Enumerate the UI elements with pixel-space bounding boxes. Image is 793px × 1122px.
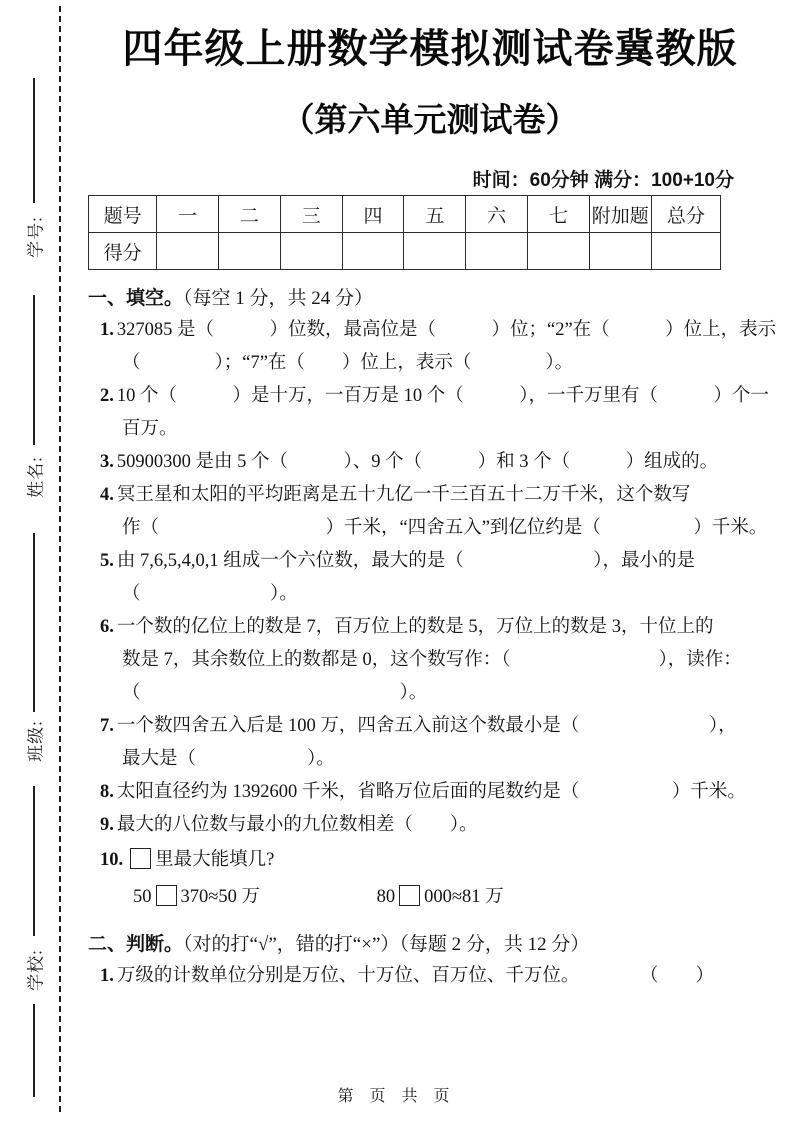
score-cell-empty (466, 233, 528, 270)
expression-text: 50 (133, 887, 152, 907)
score-table-header-cell: 总分 (651, 196, 720, 233)
class-blank-line (33, 533, 35, 712)
blank-box-icon (130, 848, 151, 869)
page-title: 四年级上册数学模拟测试卷冀教版 (122, 27, 738, 71)
question-text: 一个数四舍五入后是 100 万，四舍五入前这个数最小是（ ）， (116, 716, 737, 736)
section-2-title: 二、判断。 (88, 934, 184, 955)
blank-box-icon (399, 885, 420, 906)
question-text: （ ）。 (122, 584, 298, 604)
question-number: 8. (100, 782, 114, 802)
question-text: 327085 是（ ）位数，最高位是（ ）位；“2”在（ ）位上，表示 (116, 320, 777, 340)
question-text: 一个数的亿位上的数是 7，百万位上的数是 5，万位上的数是 3，十位上的 (116, 617, 714, 637)
question-text: 冥王星和太阳的平均距离是五十九亿一千三百五十二万千米，这个数写 (116, 485, 691, 505)
student-id-label (22, 209, 46, 265)
question-number: 10. (100, 850, 124, 870)
section-1-header (88, 284, 772, 314)
question-5 (88, 545, 772, 611)
score-cell-empty (157, 233, 219, 270)
section-1-note: （每空 1 分，共 24 分） (183, 288, 374, 309)
score-cell-empty (528, 233, 590, 270)
school-label (22, 942, 46, 998)
expression-text: 000≈81 万 (424, 887, 504, 907)
name-label (22, 449, 46, 505)
score-table-header-row (89, 196, 721, 233)
score-table-header-cell: 四 (342, 196, 404, 233)
score-table-header-cell: 一 (157, 196, 219, 233)
page-subtitle: （第六单元测试卷） (281, 101, 579, 138)
question-2 (88, 380, 772, 446)
question-3 (88, 446, 772, 479)
page-footer: 第 页 共 页 (337, 1088, 456, 1105)
question-8 (88, 776, 772, 809)
question-number: 3. (100, 452, 114, 472)
question-text: （ ）。 (122, 683, 428, 703)
expression-2 (377, 887, 504, 907)
question-1 (88, 314, 777, 380)
score-table-score-row (89, 233, 721, 270)
question-text: 万级的计数单位分别是万位、十万位、百万位、千万位。 (116, 966, 580, 986)
score-table-header-cell: 附加题 (589, 196, 651, 233)
question-10-expressions (88, 878, 772, 916)
name-blank-line (33, 295, 35, 445)
score-cell-empty (219, 233, 281, 270)
question-text: 里最大能填几? (155, 850, 275, 870)
judgment-question-1 (88, 960, 772, 993)
question-6 (88, 611, 772, 710)
score-cell-empty (651, 233, 720, 270)
class-label-text: 班级: (26, 720, 46, 762)
question-text: 太阳直径约为 1392600 千米，省略万位后面的尾数约是（ ）千米。 (116, 782, 746, 802)
question-text: 最大是（ ）。 (122, 749, 335, 769)
name-label-text: 姓名: (26, 456, 46, 498)
section-2-header (88, 930, 772, 960)
question-4 (88, 479, 772, 545)
score-table-header-cell: 五 (404, 196, 466, 233)
school-blank-line (33, 786, 35, 936)
question-text: （ ）；“7”在（ ）位上，表示（ ）。 (122, 353, 574, 373)
exam-content (88, 0, 777, 993)
score-row-label: 得分 (89, 233, 157, 270)
question-text: 百万。 (122, 419, 178, 439)
question-number: 2. (100, 386, 114, 406)
score-table-header-cell: 七 (528, 196, 590, 233)
score-cell-empty (404, 233, 466, 270)
answer-brackets: （ ） (639, 966, 714, 986)
question-number: 1. (100, 966, 114, 986)
question-7 (88, 710, 772, 776)
expression-text: 80 (376, 887, 396, 907)
school-label-text: 学校: (26, 949, 46, 991)
score-table-header-cell: 题号 (89, 196, 157, 233)
score-table-header-cell: 二 (219, 196, 281, 233)
section-1-title: 一、填空。 (88, 288, 184, 309)
expression-text: 370≈50 万 (180, 887, 261, 907)
student-id-blank-line (33, 78, 35, 203)
score-cell-empty (342, 233, 404, 270)
section-2-note: （对的打“√”，错的打“×”）（每题 2 分，共 12 分） (183, 934, 590, 955)
expression-1 (133, 887, 260, 907)
question-text: 作（ ）千米，“四舍五入”到亿位约是（ ）千米。 (122, 518, 768, 538)
score-cell-empty (280, 233, 342, 270)
score-table-header-cell: 三 (280, 196, 342, 233)
class-label (22, 716, 46, 766)
student-info-sidebar (13, 78, 55, 1097)
score-table-header-cell: 六 (466, 196, 528, 233)
question-number: 9. (100, 815, 114, 835)
question-number: 6. (100, 617, 114, 637)
question-9 (88, 809, 772, 842)
question-text: 10 个（ ）是十万，一百万是 10 个（ ），一千万里有（ ）个一 (116, 386, 770, 406)
question-number: 7. (100, 716, 114, 736)
question-10 (88, 842, 772, 916)
question-number: 4. (100, 485, 114, 505)
score-cell-empty (589, 233, 651, 270)
question-text: 由 7,6,5,4,0,1 组成一个六位数，最大的是（ ），最小的是 (116, 551, 696, 571)
section-judgment (88, 930, 772, 993)
student-id-label-text: 学号: (26, 216, 46, 258)
exam-time-score-meta: 时间：60分钟 满分：100+10分 (472, 170, 734, 191)
blank-box-icon (156, 885, 177, 906)
score-table (88, 195, 721, 270)
question-number: 1. (100, 320, 114, 340)
binding-dashed-line (59, 6, 61, 1112)
question-text: 50900300 是由 5 个（ ）、9 个（ ）和 3 个（ ）组成的。 (116, 452, 719, 472)
section-fill-in-blanks (88, 284, 777, 916)
question-text: 数是 7，其余数位上的数都是 0，这个数写作：（ ），读作： (122, 650, 742, 670)
question-number: 5. (100, 551, 114, 571)
question-text: 最大的八位数与最小的九位数相差（ ）。 (116, 815, 478, 835)
